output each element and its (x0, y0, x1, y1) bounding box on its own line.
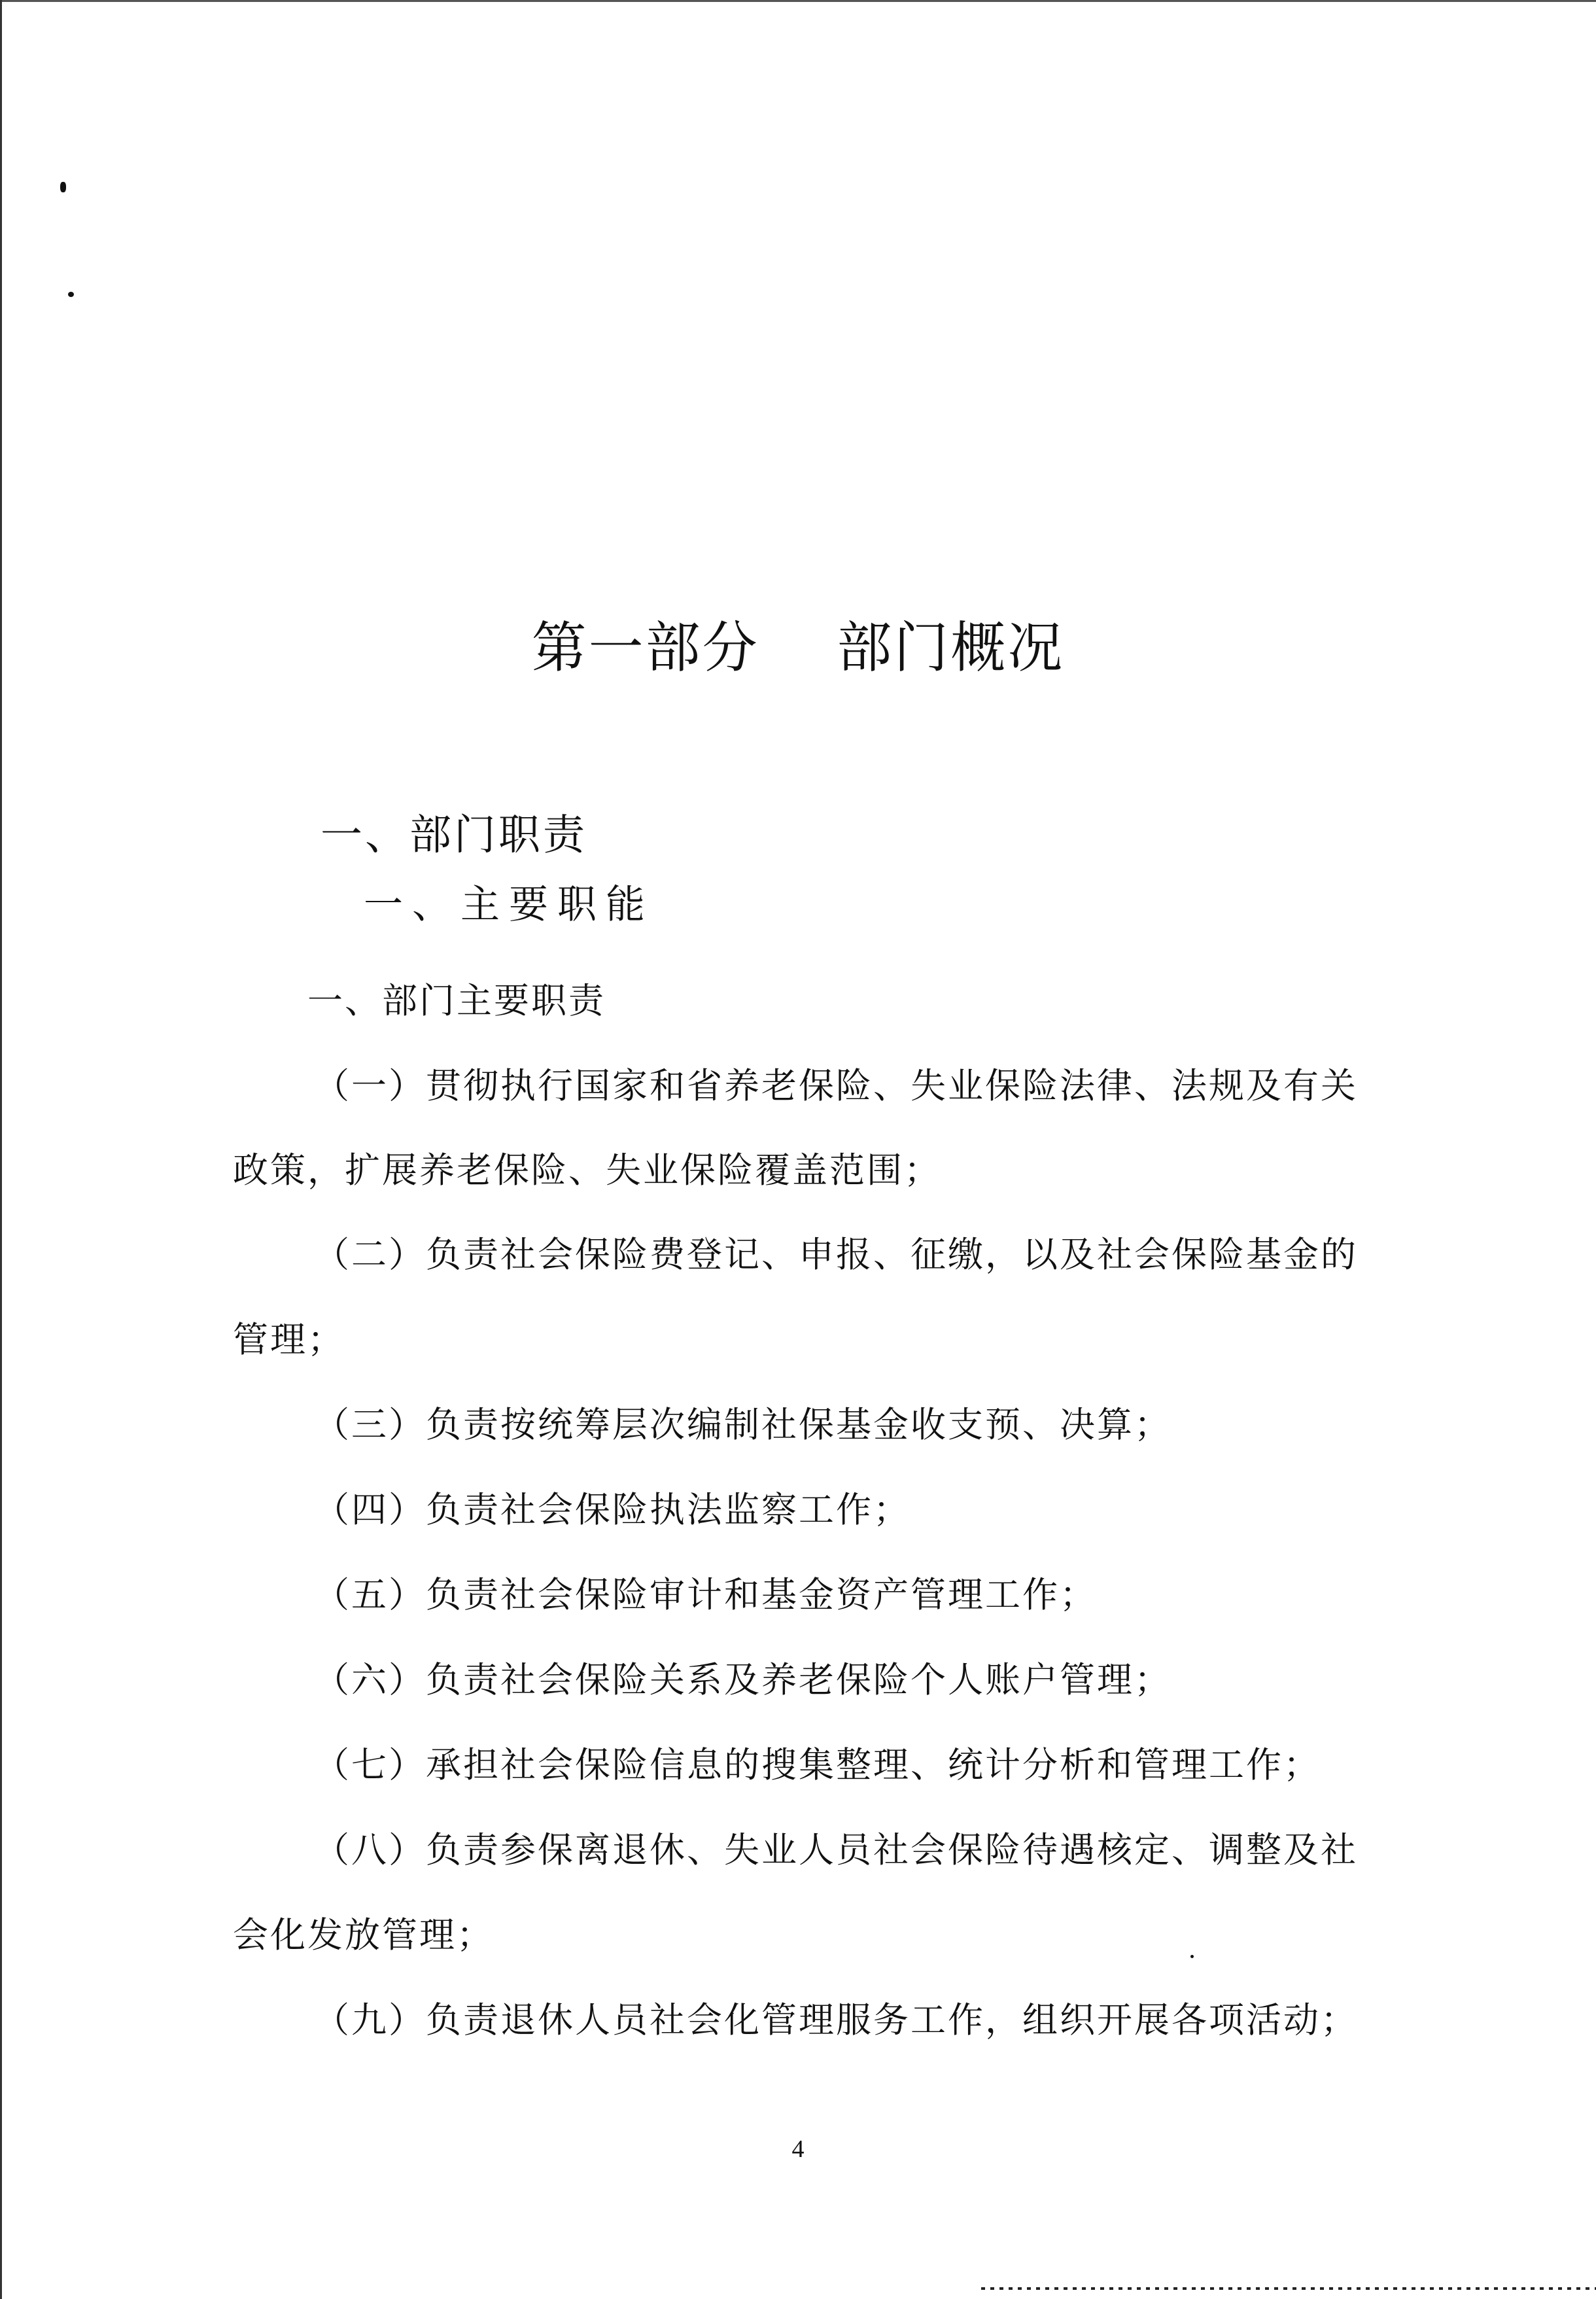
duty-item-5: （五）负责社会保险审计和基金资产管理工作； (314, 1574, 1097, 1615)
section-heading: 一、部门职责 (321, 811, 587, 860)
scan-edge-bottom (981, 2287, 1596, 2290)
duty-item-4: （四）负责社会保险执法监察工作； (314, 1489, 911, 1530)
scan-speck (1190, 1955, 1194, 1958)
duty-item-2-cont: 管理； (233, 1319, 345, 1360)
duty-item-8-cont: 会化发放管理； (233, 1914, 494, 1956)
scan-edge-top (0, 0, 1596, 2)
page-title: 第一部分 部门概况 (531, 616, 1065, 680)
subsection-heading: 一、主要职能 (364, 882, 654, 928)
scan-speck (60, 182, 66, 192)
duty-item-1: （一）贯彻执行国家和省养老保险、失业保险法律、法规及有关 (314, 1065, 1358, 1106)
duty-item-3: （三）负责按统筹层次编制社保基金收支预、决算； (314, 1404, 1171, 1445)
duty-item-6: （六）负责社会保险关系及养老保险个人账户管理； (314, 1659, 1171, 1700)
paragraph-heading: 一、部门主要职责 (307, 980, 606, 1021)
page-number: 4 (791, 2135, 805, 2163)
duty-item-8: （八）负责参保离退休、失业人员社会保险待遇核定、调整及社 (314, 1829, 1358, 1870)
duty-item-7: （七）承担社会保险信息的搜集整理、统计分析和管理工作； (314, 1744, 1321, 1785)
scan-speck (68, 292, 74, 297)
duty-item-2: （二）负责社会保险费登记、申报、征缴，以及社会保险基金的 (314, 1234, 1358, 1275)
duty-item-1-cont: 政策，扩展养老保险、失业保险覆盖范围； (233, 1150, 941, 1191)
duty-item-9: （九）负责退休人员社会化管理服务工作，组织开展各项活动； (314, 1999, 1358, 2041)
scan-edge-left (0, 0, 2, 2299)
